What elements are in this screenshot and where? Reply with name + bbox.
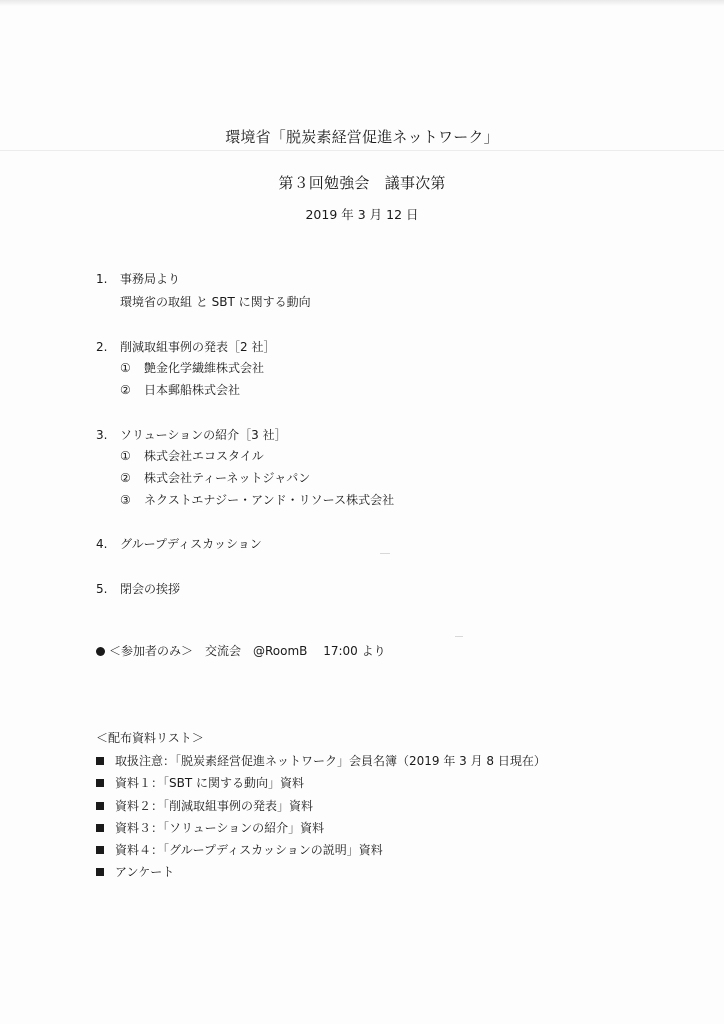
agenda-item-1 xyxy=(96,270,180,287)
networking-text: ＜参加者のみ＞ 交流会 @RoomB 17:00 より xyxy=(109,644,386,658)
agenda-subitem xyxy=(120,447,264,464)
scan-top-edge xyxy=(0,0,724,6)
subitem-text: ネクストエナジー・アンド・リソース株式会社 xyxy=(144,493,395,507)
subitem-text: 日本郵船株式会社 xyxy=(144,383,241,397)
circled-number: ① xyxy=(120,449,131,463)
circled-number: ① xyxy=(120,361,131,375)
agenda-item-4 xyxy=(96,535,262,552)
agenda-subitem xyxy=(120,359,264,376)
materials-item xyxy=(96,774,304,791)
agenda-number: 2. xyxy=(96,340,108,354)
materials-item-text: 資料２：「削減取組事例の発表」資料 xyxy=(115,799,314,813)
meeting-date: 2019 年 3 月 12 日 xyxy=(305,207,419,222)
scan-artifact-line xyxy=(0,150,724,151)
square-bullet-icon xyxy=(96,868,104,876)
scan-smudge xyxy=(455,636,463,637)
scan-smudge xyxy=(380,553,390,554)
agenda-subitem xyxy=(120,381,240,398)
circled-number: ② xyxy=(120,471,131,485)
square-bullet-icon xyxy=(96,846,104,854)
filled-circle-bullet-icon xyxy=(96,647,105,656)
agenda-item-1-detail: 環境省の取組 と SBT に関する動向 xyxy=(120,295,311,309)
agenda-title: 削減取組事例の発表［2 社］ xyxy=(120,340,276,354)
agenda-title: 事務局より xyxy=(120,272,181,286)
materials-item xyxy=(96,819,324,836)
circled-number: ③ xyxy=(120,493,131,507)
subitem-text: 株式会社ティーネットジャパン xyxy=(144,471,311,485)
materials-item-text: 資料１：「SBT に関する動向」資料 xyxy=(115,776,304,790)
materials-item xyxy=(96,841,383,858)
agenda-subitem xyxy=(120,469,310,486)
materials-item xyxy=(96,797,313,814)
agenda-number: 3. xyxy=(96,428,108,442)
agenda-number: 1. xyxy=(96,272,108,286)
agenda-number: 4. xyxy=(96,537,108,551)
organization-title: 環境省「脱炭素経営促進ネットワーク」 xyxy=(225,128,499,146)
materials-item xyxy=(96,752,546,769)
agenda-subitem xyxy=(120,491,394,508)
square-bullet-icon xyxy=(96,779,104,787)
subitem-text: 株式会社エコスタイル xyxy=(144,449,264,463)
agenda-number: 5. xyxy=(96,582,108,596)
materials-heading: ＜配布資料リスト＞ xyxy=(96,731,204,745)
agenda-title: グループディスカッション xyxy=(120,537,262,551)
subitem-text: 艶金化学繊維株式会社 xyxy=(144,361,265,375)
square-bullet-icon xyxy=(96,757,104,765)
agenda-title: 閉会の挨拶 xyxy=(120,582,181,596)
agenda-item-3 xyxy=(96,426,287,443)
circled-number: ② xyxy=(120,383,131,397)
agenda-item-2 xyxy=(96,338,275,355)
materials-item-text: アンケート xyxy=(115,865,175,879)
networking-note xyxy=(96,642,386,659)
materials-item-text: 資料４：「グループディスカッションの説明」資料 xyxy=(115,843,383,857)
square-bullet-icon xyxy=(96,802,104,810)
agenda-title: ソリューションの紹介［3 社］ xyxy=(120,428,287,442)
materials-item-text: 取扱注意：「脱炭素経営促進ネットワーク」会員名簿（2019 年 3 月 8 日現在） xyxy=(115,754,546,768)
materials-item-text: 資料３：「ソリューションの紹介」資料 xyxy=(115,821,325,835)
meeting-title: 第３回勉強会 議事次第 xyxy=(278,174,446,192)
square-bullet-icon xyxy=(96,824,104,832)
agenda-item-5 xyxy=(96,580,180,597)
materials-item xyxy=(96,863,174,880)
